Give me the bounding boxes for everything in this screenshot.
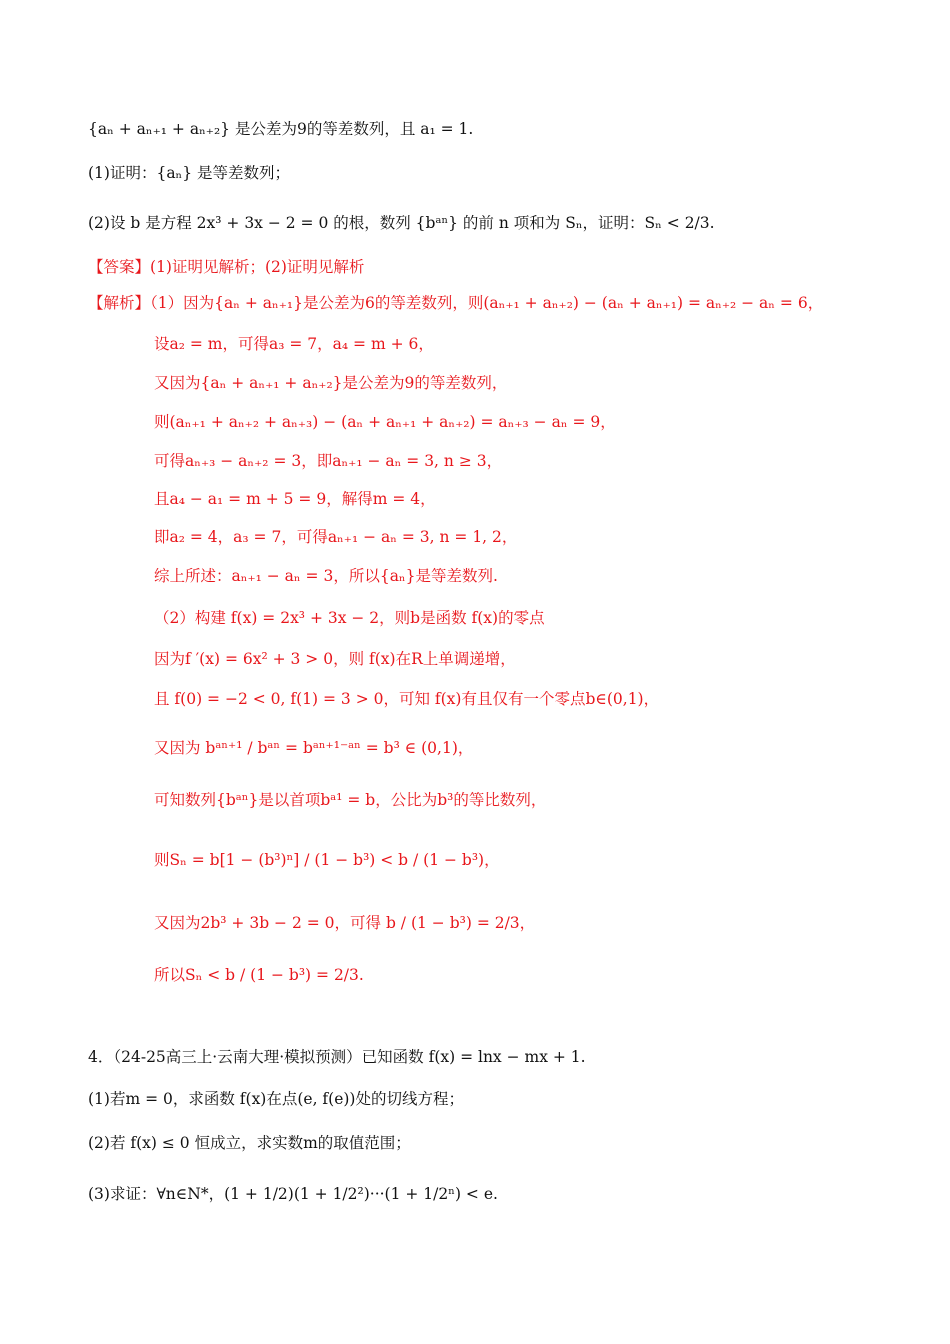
problem4-part2: (2)若 f(x) ≤ 0 恒成立，求实数m的取值范围； — [88, 1134, 411, 1152]
analysis-line-8: 综上所述：aₙ₊₁ − aₙ = 3，所以{aₙ}是等差数列. — [154, 567, 498, 585]
problem3-condition: {aₙ + aₙ₊₁ + aₙ₊₂} 是公差为9的等差数列，且 a₁ = 1. — [88, 120, 474, 138]
analysis-line-3: 又因为{aₙ + aₙ₊₁ + aₙ₊₂}是公差为9的等差数列， — [154, 374, 508, 392]
answer-text: (1)证明见解析；(2)证明见解析 — [150, 258, 365, 276]
problem4-part3: (3)求证：∀n∈N*，(1 + 1/2)(1 + 1/2²)···(1 + 1/2ⁿ) < e. — [88, 1185, 498, 1203]
analysis-line-2: 设a₂ = m，可得a₃ = 7，a₄ = m + 6， — [154, 335, 434, 353]
analysis-line-9: （2）构建 f(x) = 2x³ + 3x − 2，则b是函数 f(x)的零点 — [154, 609, 545, 627]
analysis-text: （1）因为{aₙ + aₙ₊₁}是公差为6的等差数列，则(aₙ₊₁ + aₙ₊₂) − (aₙ + aₙ₊₁) = aₙ₊₂ − aₙ = 6， — [150, 294, 824, 312]
analysis-line-11: 且 f(0) = −2 < 0, f(1) = 3 > 0，可知 f(x)有且仅有一个零点b∈(0,1)， — [154, 690, 660, 708]
problem4-part1: (1)若m = 0，求函数 f(x)在点(e, f(e))处的切线方程； — [88, 1090, 464, 1108]
analysis-line-6: 且a₄ − a₁ = m + 5 = 9，解得m = 4， — [154, 490, 436, 508]
analysis-line-14: 则Sₙ = b[1 − (b³)ⁿ] / (1 − b³) < b / (1 − b³)， — [154, 851, 500, 869]
problem3-part1: (1)证明：{aₙ} 是等差数列； — [88, 164, 291, 182]
analysis-line-16: 所以Sₙ < b / (1 − b³) = 2/3. — [154, 966, 364, 984]
answer-line — [88, 256, 364, 278]
analysis-line-12: 又因为 bᵃⁿ⁺¹ / bᵃⁿ = bᵃⁿ⁺¹⁻ᵃⁿ = b³ ∈ (0,1)， — [154, 739, 474, 757]
analysis-line-13: 可知数列{bᵃⁿ}是以首项bᵃ¹ = b，公比为b³的等比数列， — [154, 791, 547, 809]
analysis-line-15: 又因为2b³ + 3b − 2 = 0，可得 b / (1 − b³) = 2/3， — [154, 914, 536, 932]
analysis-label: 【解析】 — [88, 294, 151, 312]
analysis-line-5: 可得aₙ₊₃ − aₙ₊₂ = 3，即aₙ₊₁ − aₙ = 3, n ≥ 3， — [154, 452, 503, 470]
problem4-stem: 4．（24-25高三上·云南大理·模拟预测）已知函数 f(x) = lnx − mx + 1. — [88, 1048, 586, 1066]
analysis-line-4: 则(aₙ₊₁ + aₙ₊₂ + aₙ₊₃) − (aₙ + aₙ₊₁ + aₙ₊₂) = aₙ₊₃ − aₙ = 9， — [154, 413, 616, 431]
analysis-line-7: 即a₂ = 4，a₃ = 7，可得aₙ₊₁ − aₙ = 3, n = 1, 2， — [154, 528, 518, 546]
analysis-line-1 — [88, 292, 823, 314]
analysis-line-10: 因为f ′(x) = 6x² + 3 > 0，则 f(x)在R上单调递增， — [154, 650, 516, 668]
answer-label: 【答案】 — [88, 258, 151, 276]
problem3-part2: (2)设 b 是方程 2x³ + 3x − 2 = 0 的根，数列 {bᵃⁿ} 的前 n 项和为 Sₙ，证明：Sₙ < 2/3. — [88, 214, 715, 232]
